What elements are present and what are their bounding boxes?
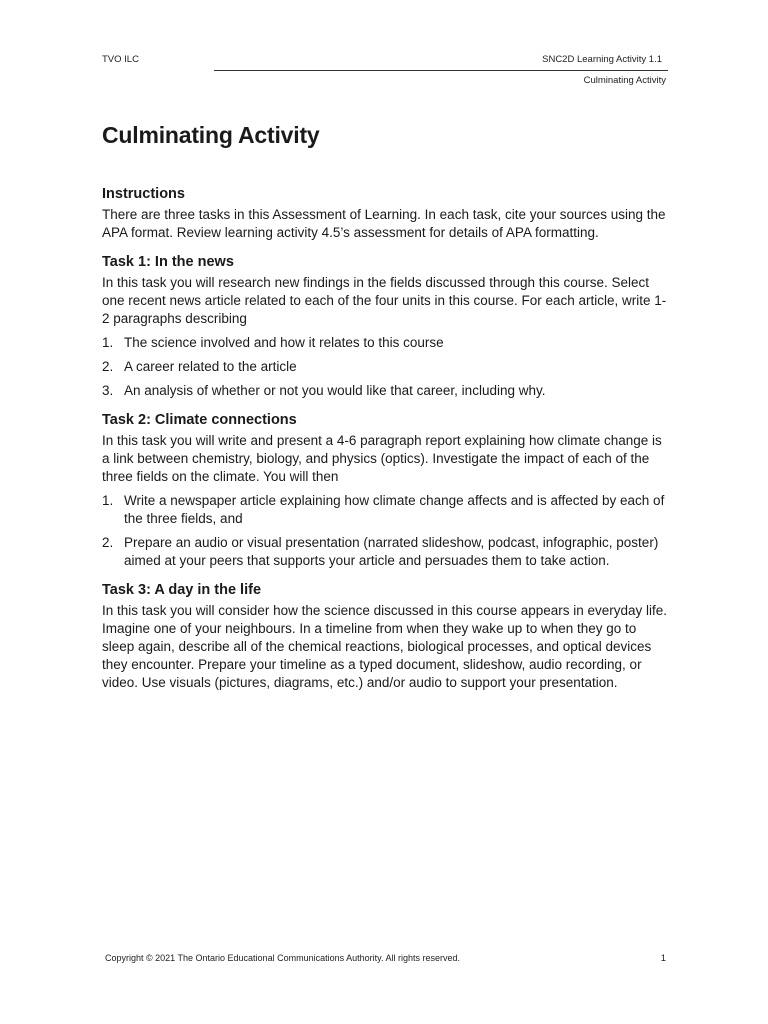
- header-course: SNC2D Learning Activity 1.1: [542, 54, 662, 65]
- list-text: Write a newspaper article explaining how climate change affects and is affected by each of the three fields, and: [124, 493, 665, 526]
- task3-text: In this task you will consider how the science discussed in this course appears in everyday life. Imagine one of your neighbours. In a timeline from when they wake up to when they go to sleep again, describe all of the chemical reactions, biological processes, and optical devices they encounter. Prepare your timeline as a typed document, slideshow, audio recording, or video. Use visuals (pictures, diagrams, etc.) and/or audio to support your presentation.: [102, 603, 668, 690]
- task2-list: [102, 492, 668, 570]
- list-number: 2.: [102, 535, 114, 550]
- header-org: TVO ILC: [102, 54, 139, 65]
- task1-heading: Task 1: In the news: [102, 254, 234, 270]
- task2-section: [102, 412, 668, 570]
- instructions-heading: Instructions: [102, 186, 185, 202]
- list-item: [102, 382, 668, 400]
- list-text: The science involved and how it relates to this course: [124, 335, 444, 350]
- footer-copyright: Copyright © 2021 The Ontario Educational Communications Authority. All rights reserved.: [105, 953, 460, 963]
- header-subtitle: Culminating Activity: [583, 75, 666, 86]
- document-body: [102, 122, 668, 692]
- task1-list: [102, 334, 668, 400]
- list-text: An analysis of whether or not you would like that career, including why.: [124, 383, 546, 398]
- task1-section: [102, 254, 668, 400]
- list-number: 2.: [102, 359, 114, 374]
- list-item: [102, 334, 668, 352]
- task2-heading: Task 2: Climate connections: [102, 412, 297, 428]
- instructions-text: There are three tasks in this Assessment of Learning. In each task, cite your sources using the APA format. Review learning activity 4.5’s assessment for details of APA formatting.: [102, 207, 666, 240]
- list-text: Prepare an audio or visual presentation (narrated slideshow, podcast, infographic, poster) aimed at your peers that supports your article and persuades them to take action.: [124, 535, 659, 568]
- list-number: 1.: [102, 335, 114, 350]
- list-number: 3.: [102, 383, 114, 398]
- list-item: [102, 358, 668, 376]
- page-title: Culminating Activity: [102, 122, 320, 148]
- task3-heading: Task 3: A day in the life: [102, 582, 262, 598]
- list-number: 1.: [102, 493, 114, 508]
- list-item: [102, 534, 668, 570]
- task3-section: [102, 582, 668, 692]
- page-number: 1: [660, 953, 666, 964]
- list-text: A career related to the article: [124, 359, 297, 374]
- task1-text: In this task you will research new findings in the fields discussed through this course. Select one recent news article related to each of the four units in this course. For each article, write 1-2 paragraphs describing: [102, 275, 667, 326]
- header-divider: [214, 70, 668, 71]
- task2-text: In this task you will write and present a 4-6 paragraph report explaining how climate change is a link between chemistry, biology, and physics (optics). Investigate the impact of each of the three fields on the climate. You will then: [102, 433, 662, 484]
- list-item: [102, 492, 668, 528]
- instructions-section: [102, 186, 668, 242]
